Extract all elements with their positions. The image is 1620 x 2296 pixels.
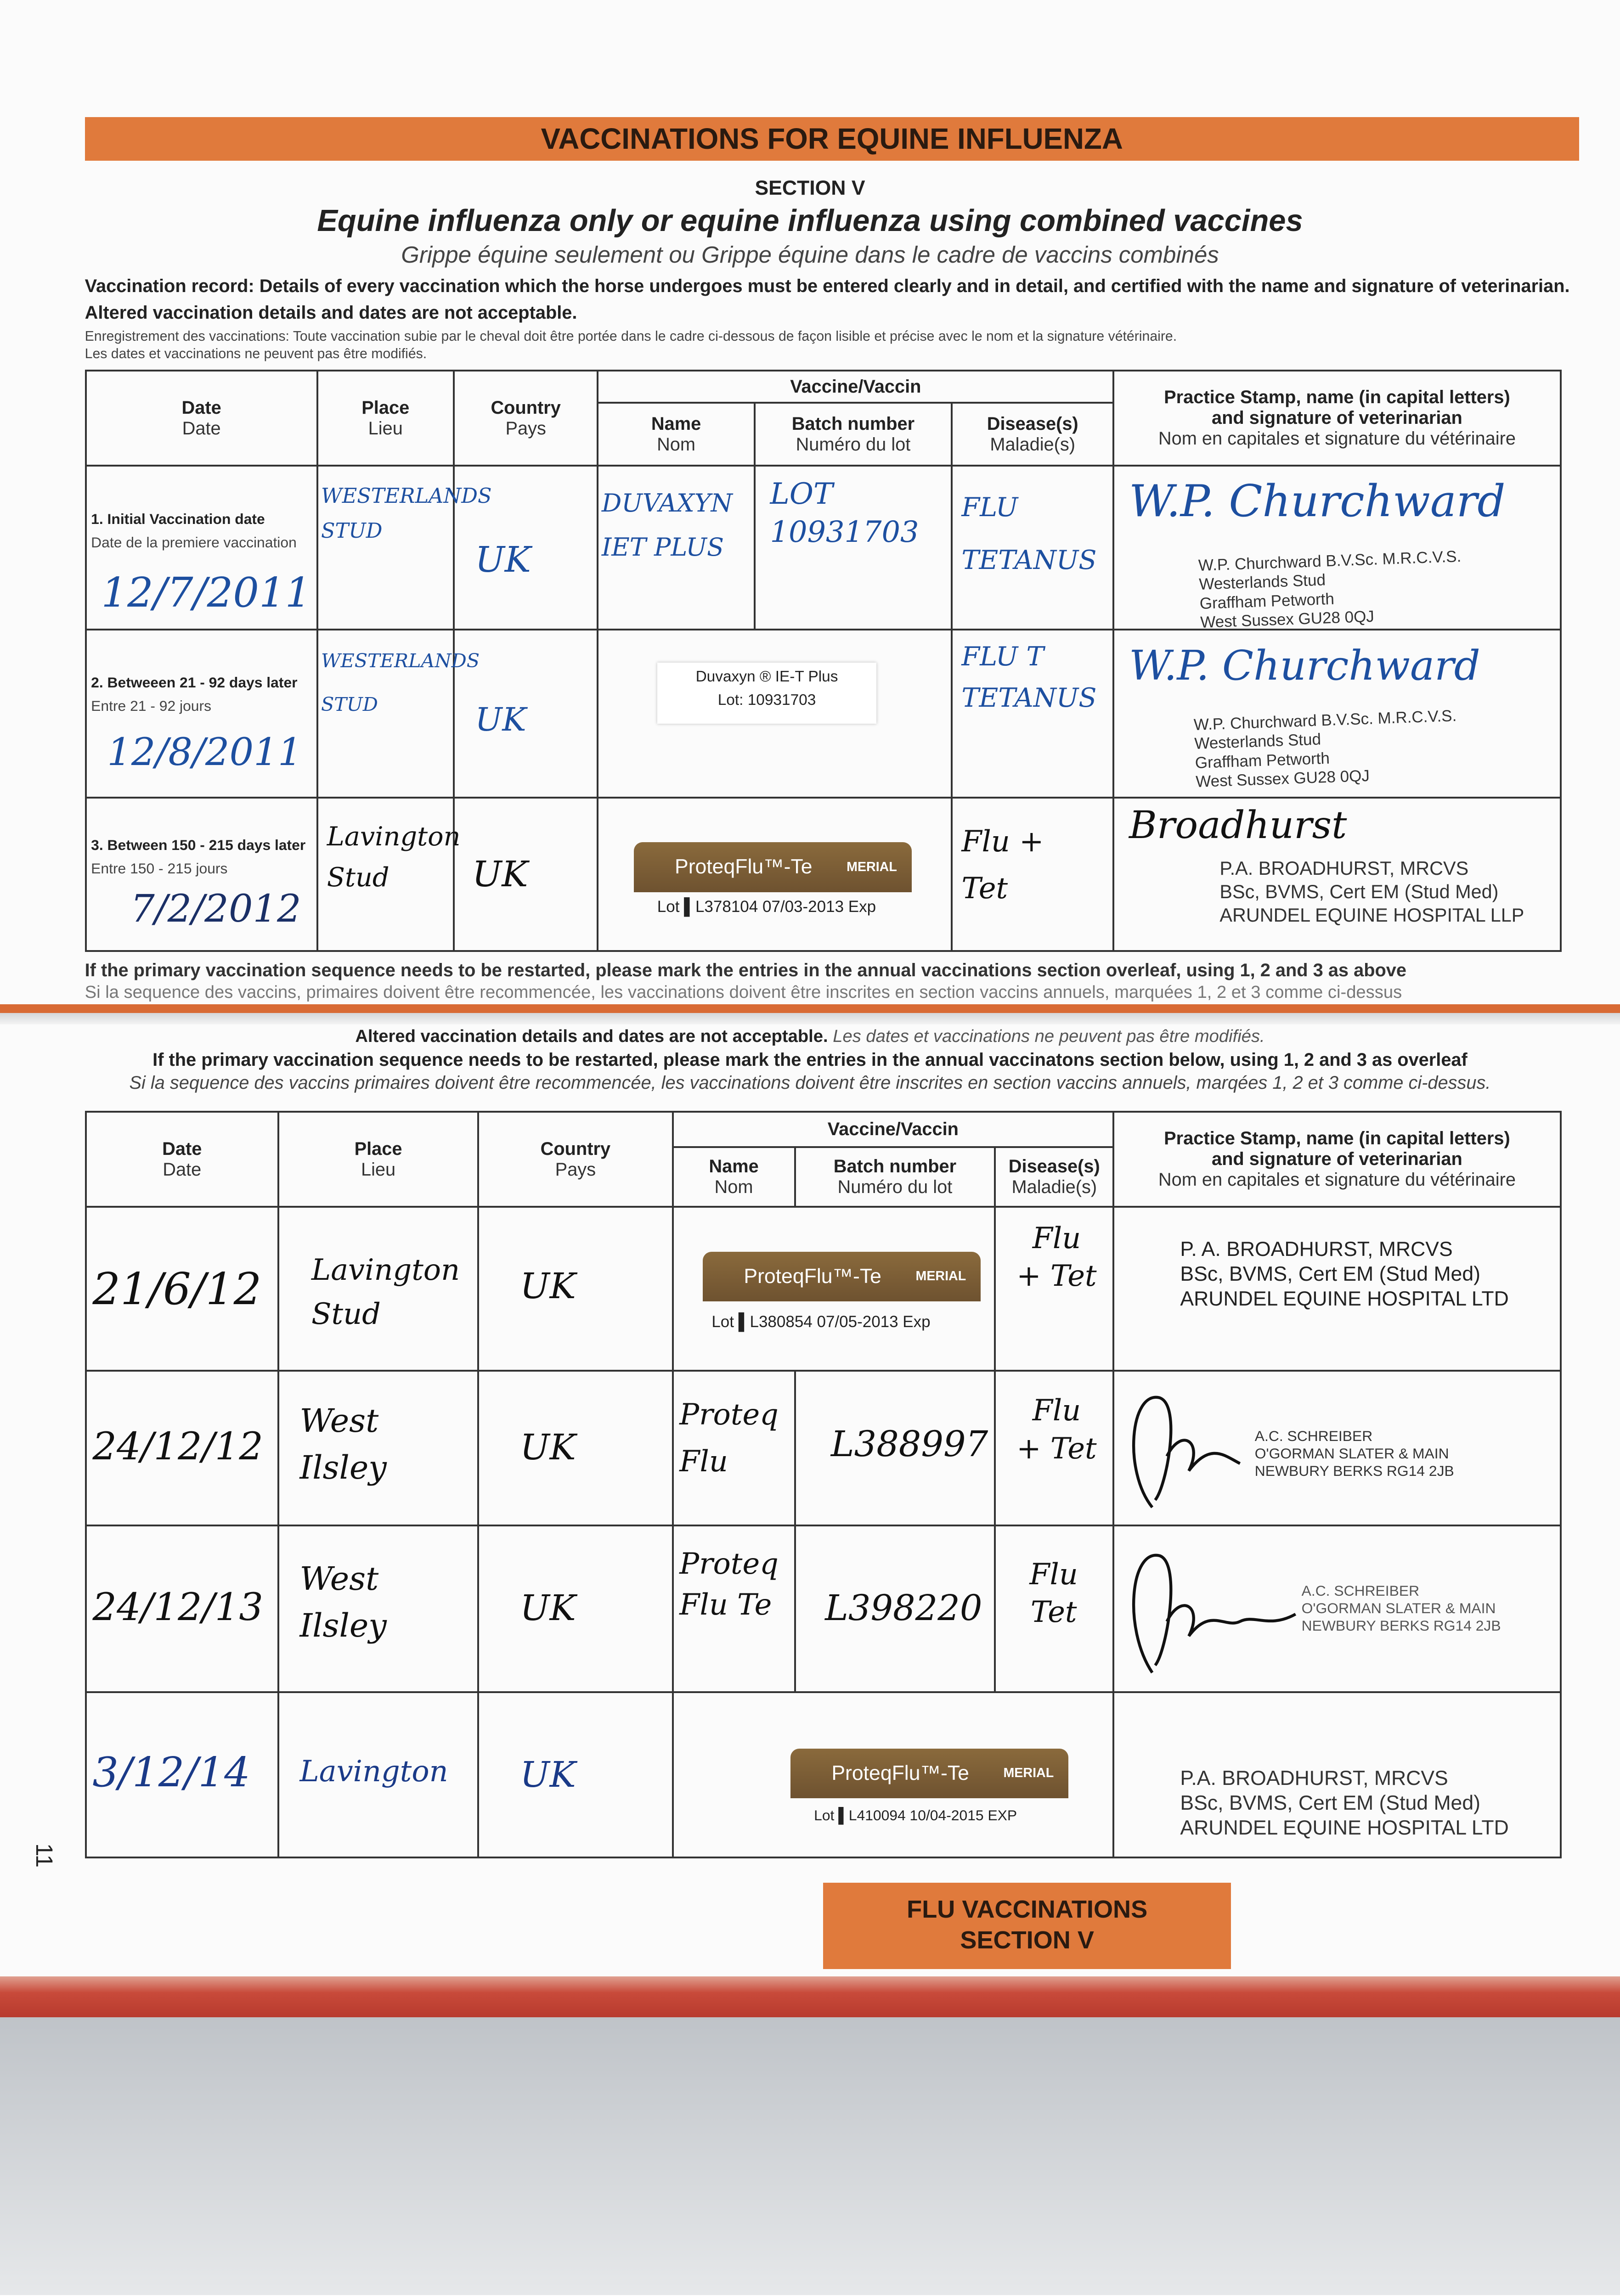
place-value: Lavington Stud (327, 821, 461, 893)
stamp-line: P.A. BROADHURST, MRCVS (1180, 1767, 1448, 1790)
sticker-brand: MERIAL (915, 1269, 966, 1284)
stamp-line: Westerlands Stud (1194, 730, 1321, 753)
sticker-lot: Lot: 10931703 (717, 692, 816, 709)
date-value: 12/8/2011 (107, 730, 302, 775)
vaccine-label-sticker (657, 663, 876, 724)
table-row (86, 798, 1561, 951)
stamp-line: ARUNDEL EQUINE HOSPITAL LTD (1180, 1287, 1509, 1310)
stamp-line: O'GORMAN SLATER & MAIN (1254, 1445, 1449, 1462)
altered-note-en: Altered vaccination details and dates are not acceptable. (355, 1026, 828, 1046)
fold-shadow (0, 1013, 1620, 1024)
stamp-line: NEWBURY BERKS RG14 2JB (1301, 1617, 1501, 1634)
col-country-fr: Pays (555, 1159, 596, 1180)
restart-note-fr: Si la sequence des vaccins, primaires doivent être recommencée, les vaccinations doivent être inscrites en section vaccins annuels, marquées 1, 2 et 3 comme ci-dessus (85, 982, 1402, 1002)
disease-value: Flu Tet (1029, 1557, 1078, 1630)
col-country: Country (540, 1138, 611, 1159)
col-stamp-fr: Nom en capitales et signature du vétérinaire (1158, 428, 1516, 449)
restart2-note-fr: Si la sequence des vaccins primaires doivent être recommencée, les vaccinations doivent être inscrites en section vaccins annuels, marqées 1, 2 et 3 comme ci-dessus. (129, 1073, 1491, 1093)
page-number: 11 (31, 1843, 57, 1868)
col-batch-fr: Numéro du lot (837, 1176, 953, 1197)
place-value: West Ilsley (299, 1559, 387, 1644)
primary-vaccination-table (85, 370, 1562, 952)
col-place: Place (354, 1138, 402, 1159)
section-tab-line-2: SECTION V (960, 1926, 1095, 1954)
page-fold-strip (0, 1004, 1620, 1013)
row-label: 1. Initial Vaccination date (91, 510, 265, 527)
vet-signature-mark (1123, 1541, 1298, 1680)
col-disease-fr: Maladie(s) (990, 434, 1076, 455)
col-disease: Disease(s) (987, 413, 1078, 434)
sticker-brand: MERIAL (1003, 1766, 1054, 1781)
table-row (86, 1371, 1561, 1525)
disease-value: Flu + Tet (1016, 1221, 1097, 1294)
annual-vaccination-table (85, 1111, 1562, 1858)
vet-signature: W.P. Churchward (1129, 642, 1480, 690)
col-date-fr: Date (163, 1159, 202, 1180)
intro-fr-1: Enregistrement des vaccinations: Toute vaccination subie par le cheval doit être portée dans le cadre ci-dessous de façon lisible et précise avec le nom et la signature vétérinaire. (85, 329, 1177, 344)
altered-note (0, 1026, 1620, 1047)
sticker-lot: Lot ▌L410094 10/04-2015 EXP (814, 1807, 1017, 1824)
sticker-lot: Lot ▌L378104 07/03-2013 Exp (657, 898, 876, 916)
stamp-line: Graffham Petworth (1195, 749, 1330, 772)
passport-cover-edge (0, 1976, 1620, 2017)
place-value: WESTERLANDS STUD (321, 649, 480, 716)
col-name-fr: Nom (657, 434, 696, 455)
stamp-line: P.A. BROADHURST, MRCVS (1219, 858, 1469, 879)
page-subtitle: Grippe équine seulement ou Grippe équine dans le cadre de vaccins combinés (401, 242, 1219, 268)
col-stamp-2: and signature of veterinarian (1212, 1149, 1462, 1170)
col-date: Date (181, 397, 221, 418)
stamp-line: West Sussex GU28 0QJ (1200, 607, 1375, 631)
row-label: 2. Betweeen 21 - 92 days later (91, 674, 298, 691)
col-name: Name (709, 1156, 759, 1176)
section-tab (823, 1883, 1231, 1969)
col-name: Name (651, 413, 701, 434)
vaccine-name-value: Proteq Flu (679, 1398, 779, 1479)
col-name-fr: Nom (714, 1176, 753, 1197)
section-label: SECTION V (755, 177, 865, 200)
table-row (86, 466, 1561, 630)
disease-value: FLU T TETANUS (961, 641, 1097, 713)
sticker-name: Duvaxyn ® IE-T Plus (695, 668, 838, 686)
col-place-fr: Lieu (361, 1159, 396, 1180)
section-tab-line-1: FLU VACCINATIONS (907, 1896, 1148, 1924)
row-label: 3. Between 150 - 215 days later (91, 836, 306, 853)
restart-note-en: If the primary vaccination sequence needs to be restarted, please mark the entries in the annual vaccinations section overleaf, using 1, 2 and 3 as above (85, 960, 1407, 981)
date-value: 24/12/13 (92, 1585, 263, 1630)
stamp-line: West Sussex GU28 0QJ (1195, 766, 1370, 791)
stamp-line: BSc, BVMS, Cert EM (Stud Med) (1180, 1262, 1480, 1285)
row-label-fr: Date de la premiere vaccination (91, 534, 297, 551)
disease-value: FLU TETANUS (961, 492, 1097, 575)
date-value: 7/2/2012 (130, 886, 301, 931)
country-value: UK (475, 540, 531, 581)
stamp-line: A.C. SCHREIBER (1301, 1582, 1420, 1599)
col-batch: Batch number (833, 1156, 957, 1176)
col-date: Date (162, 1138, 202, 1159)
row-label-fr: Entre 150 - 215 jours (91, 860, 228, 877)
vaccine-label-sticker (790, 1749, 1068, 1798)
col-place: Place (361, 397, 410, 418)
sticker-name: ProteqFlu™-Te (831, 1761, 969, 1784)
country-value: UK (520, 1427, 576, 1468)
place-value: WESTERLANDS STUD (321, 484, 492, 543)
col-country-fr: Pays (505, 418, 546, 439)
batch-value: L398220 (825, 1587, 982, 1629)
col-place-fr: Lieu (368, 418, 403, 439)
scanner-background (0, 2017, 1620, 2295)
sticker-name: ProteqFlu™-Te (674, 855, 813, 878)
col-stamp: Practice Stamp, name (in capital letters) (1164, 1128, 1510, 1149)
col-stamp: Practice Stamp, name (in capital letters) (1164, 387, 1510, 408)
vaccine-name-value: DUVAXYN IET PLUS (601, 489, 733, 562)
country-value: UK (520, 1754, 576, 1795)
vaccine-name-value: Proteq Flu Te (679, 1547, 779, 1622)
vet-signature: W.P. Churchward (1129, 475, 1506, 527)
col-country: Country (491, 397, 561, 418)
table-row (86, 1207, 1561, 1371)
place-value: Lavington Stud (311, 1253, 460, 1331)
country-value: UK (520, 1587, 576, 1629)
restart2-note-en: If the primary vaccination sequence needs to be restarted, please mark the entries in the annual vaccinatons section below, using 1, 2 and 3 as overleaf (152, 1049, 1468, 1070)
vet-signature-mark (1123, 1383, 1246, 1514)
stamp-line: O'GORMAN SLATER & MAIN (1301, 1600, 1496, 1617)
stamp-line: Westerlands Stud (1198, 571, 1326, 594)
date-value: 21/6/12 (92, 1263, 262, 1315)
altered-note-fr: Les dates et vaccinations ne peuvent pas être modifiés. (833, 1026, 1265, 1046)
table-row (86, 630, 1561, 798)
sticker-lot: Lot ▌L380854 07/05-2013 Exp (711, 1313, 931, 1331)
vaccine-label-sticker (703, 1252, 981, 1301)
stamp-line: BSc, BVMS, Cert EM (Stud Med) (1180, 1792, 1480, 1815)
place-value: West Ilsley (299, 1401, 387, 1486)
table-row (86, 1692, 1561, 1857)
disease-value: Flu + Tet (961, 825, 1044, 906)
date-value: 3/12/14 (92, 1748, 250, 1796)
stamp-line: P. A. BROADHURST, MRCVS (1180, 1238, 1453, 1261)
stamp-line: W.P. Churchward B.V.Sc. M.R.C.V.S. (1193, 706, 1457, 734)
disease-value: Flu + Tet (1016, 1394, 1097, 1466)
col-vaccine: Vaccine/Vaccin (827, 1119, 959, 1139)
intro-fr-2: Les dates et vaccinations ne peuvent pas être modifiés. (85, 346, 427, 362)
row-label-fr: Entre 21 - 92 jours (91, 698, 212, 715)
date-value: 12/7/2011 (101, 569, 311, 617)
place-value: Lavington (299, 1754, 448, 1789)
stamp-line: ARUNDEL EQUINE HOSPITAL LLP (1219, 905, 1524, 926)
stamp-line: BSc, BVMS, Cert EM (Stud Med) (1219, 881, 1499, 903)
col-batch-fr: Numéro du lot (796, 434, 911, 455)
country-value: UK (475, 700, 526, 738)
col-stamp-fr: Nom en capitales et signature du vétérinaire (1158, 1170, 1516, 1190)
col-disease: Disease(s) (1008, 1156, 1100, 1176)
country-value: UK (520, 1266, 576, 1307)
stamp-line: Graffham Petworth (1199, 590, 1335, 613)
page-title: Equine influenza only or equine influenza using combined vaccines (317, 203, 1303, 238)
stamp-line: W.P. Churchward B.V.Sc. M.R.C.V.S. (1198, 547, 1462, 574)
stamp-line: ARUNDEL EQUINE HOSPITAL LTD (1180, 1817, 1509, 1840)
batch-value: L388997 (830, 1424, 988, 1465)
section-banner: VACCINATIONS FOR EQUINE INFLUENZA (85, 117, 1579, 161)
col-stamp-2: and signature of veterinarian (1212, 408, 1462, 428)
vet-signature: Broadhurst (1129, 803, 1347, 848)
table-row (86, 1525, 1561, 1692)
col-disease-fr: Maladie(s) (1011, 1176, 1097, 1197)
stamp-line: NEWBURY BERKS RG14 2JB (1254, 1462, 1454, 1479)
stamp-line: A.C. SCHREIBER (1254, 1427, 1373, 1444)
vaccine-label-sticker (634, 842, 912, 892)
date-value: 24/12/12 (92, 1424, 263, 1469)
intro-en: Vaccination record: Details of every vaccination which the horse undergoes must be entered clearly and in detail, and certified with the name and signature of veterinarian. Altered vaccination details and dates are not acceptable. (85, 276, 1570, 323)
country-value: UK (472, 854, 528, 895)
col-batch: Batch number (791, 413, 915, 434)
col-date-fr: Date (182, 418, 221, 439)
batch-value: LOT 10931703 (770, 477, 919, 550)
sticker-name: ProteqFlu™-Te (744, 1265, 881, 1288)
sticker-brand: MERIAL (847, 859, 897, 874)
col-vaccine: Vaccine/Vaccin (790, 376, 921, 397)
